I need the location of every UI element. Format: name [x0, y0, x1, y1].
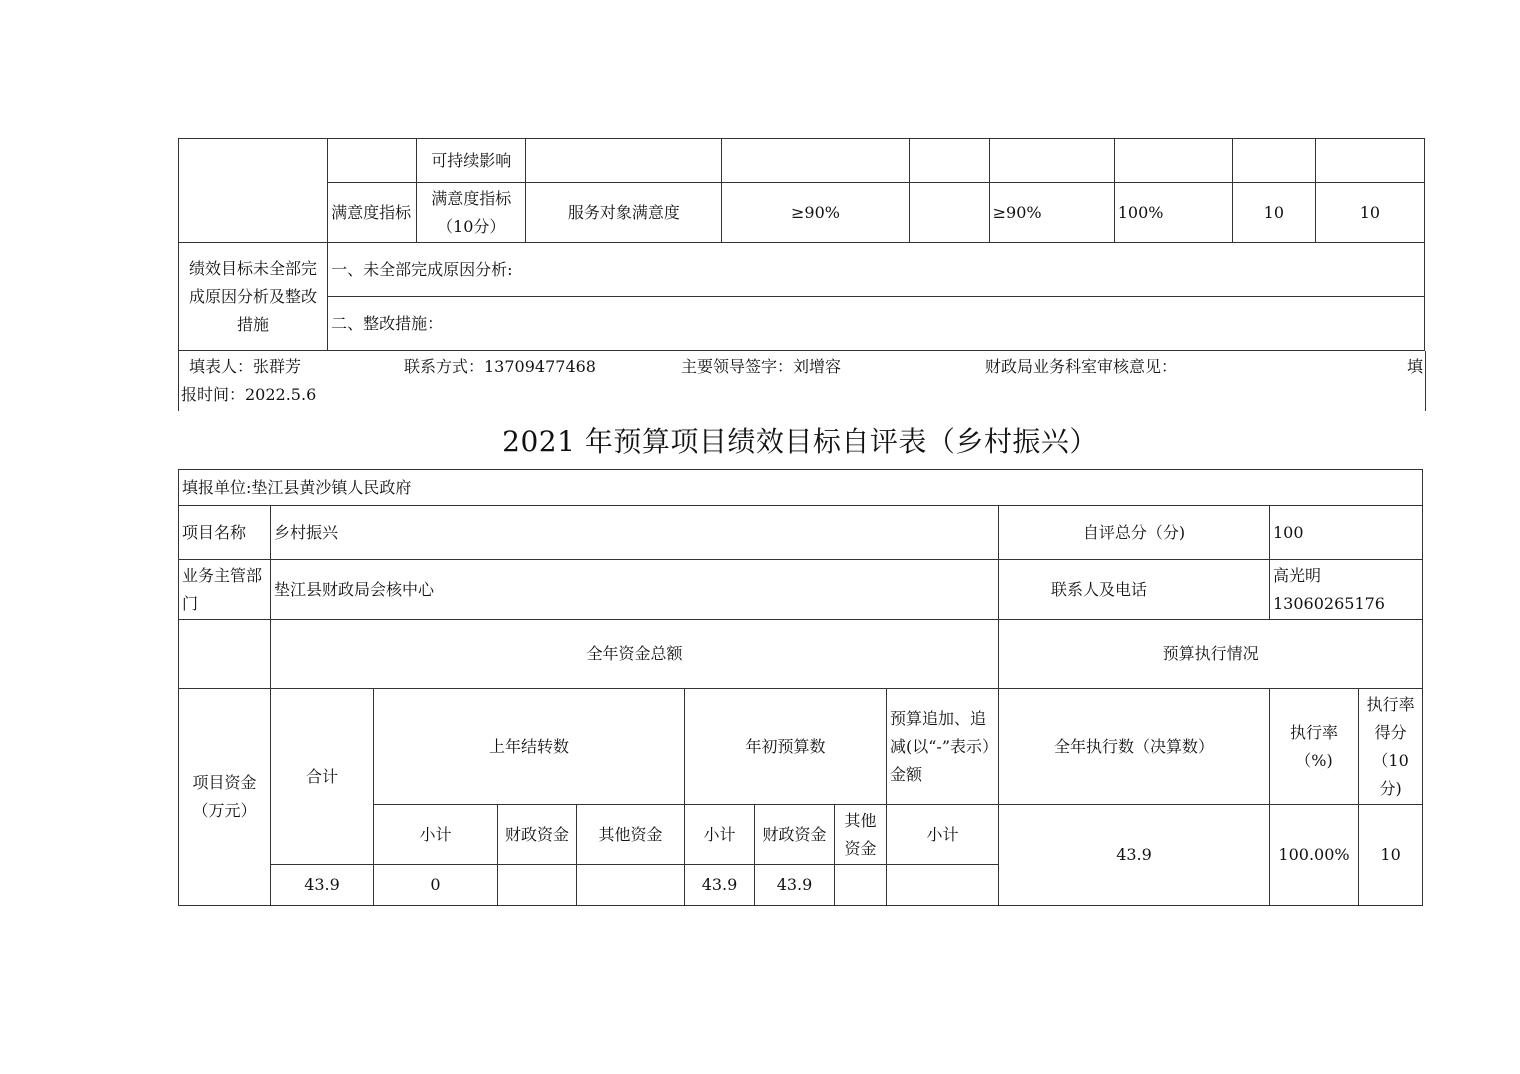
total-header: 合计	[271, 689, 374, 865]
reason-label: 绩效目标未全部完成原因分析及整改措施	[179, 243, 328, 351]
initial-subtotal-header: 小计	[685, 805, 755, 865]
initial-other-value	[835, 865, 887, 906]
indicator-table	[178, 138, 1425, 351]
reporting-unit-label: 填报单位:	[182, 477, 252, 497]
department-value: 垫江县财政局会核中心	[271, 560, 999, 620]
initial-fiscal-value: 43.9	[755, 865, 835, 906]
execution-score-header: 执行率得分（10分)	[1359, 689, 1423, 805]
signature-block	[178, 351, 1426, 411]
annual-execution-value: 43.9	[999, 805, 1270, 906]
satisfaction-indicator-name: 服务对象满意度	[526, 183, 722, 243]
initial-fiscal-header: 财政资金	[755, 805, 835, 865]
total-value: 43.9	[271, 865, 374, 906]
satisfaction-rate: 100%	[1114, 183, 1232, 243]
initial-other-header: 其他资金	[835, 805, 887, 865]
contact-value: 高光明 13060265176	[1270, 560, 1423, 620]
initial-budget-header: 年初预算数	[685, 689, 887, 805]
satisfaction-category: 满意度指标	[328, 183, 417, 243]
carryover-fiscal-header: 财政资金	[498, 805, 577, 865]
fill-date-head: 填	[1406, 357, 1423, 376]
filler-name: 填表人：张群芳	[189, 357, 302, 376]
indicator-blank-cell	[179, 139, 328, 243]
self-evaluation-form	[178, 469, 1423, 906]
blank-cell	[328, 139, 417, 183]
reason-analysis: 一、未全部完成原因分析:	[328, 243, 1425, 297]
satisfaction-target: ≥90%	[722, 183, 909, 243]
total-score-value: 100	[1270, 506, 1423, 560]
total-funds-header: 全年资金总额	[271, 620, 999, 689]
total-score-label	[999, 506, 1270, 560]
annual-execution-header: 全年执行数（决算数）	[999, 689, 1270, 805]
contact-label: 联系人及电话	[999, 560, 1270, 620]
form-title: 2021 年预算项目绩效目标自评表（乡村振兴）	[502, 425, 1098, 458]
execution-rate-header: 执行率（%)	[1270, 689, 1359, 805]
execution-rate-value: 100.00%	[1270, 805, 1359, 906]
project-name-value: 乡村振兴	[271, 506, 999, 560]
satisfaction-weight: 10	[1232, 183, 1315, 243]
satisfaction-score: 10	[1315, 183, 1424, 243]
sustainability-label: 可持续影响	[417, 139, 526, 183]
satisfaction-subcategory: 满意度指标（10分）	[417, 183, 526, 243]
execution-score-value: 10	[1359, 805, 1423, 906]
blank-cell	[179, 620, 271, 689]
adjustment-subtotal-header: 小计	[887, 805, 999, 865]
carryover-header: 上年结转数	[374, 689, 685, 805]
contact-info: 联系方式：13709477468	[404, 357, 596, 376]
total-score-label-text: 自评总分（分)	[1082, 522, 1186, 542]
satisfaction-actual: ≥90%	[989, 183, 1114, 243]
reporting-unit-value: 垫江县黄沙镇人民政府	[251, 477, 412, 497]
carryover-subtotal-value: 0	[374, 865, 498, 906]
reason-measures: 二、整改措施：	[328, 297, 1425, 351]
adjustment-header: 预算追加、追减(以“-”表示）金额	[887, 689, 999, 805]
carryover-other-header: 其他资金	[577, 805, 685, 865]
carryover-other-value	[577, 865, 685, 906]
department-label: 业务主管部门	[179, 560, 271, 620]
fill-date: 报时间：2022.5.6	[181, 385, 317, 404]
initial-subtotal-value: 43.9	[685, 865, 755, 906]
carryover-fiscal-value	[498, 865, 577, 906]
adjustment-value	[887, 865, 999, 906]
leader-signature: 主要领导签字：刘增容	[681, 357, 842, 376]
blank-cell	[909, 183, 989, 243]
project-funds-label: 项目资金（万元）	[179, 689, 271, 906]
budget-execution-header: 预算执行情况	[999, 620, 1423, 689]
carryover-subtotal-header: 小计	[374, 805, 498, 865]
project-name-label: 项目名称	[179, 506, 271, 560]
reporting-unit-row	[179, 470, 1423, 506]
finance-review: 财政局业务科室审核意见：	[985, 357, 1178, 376]
